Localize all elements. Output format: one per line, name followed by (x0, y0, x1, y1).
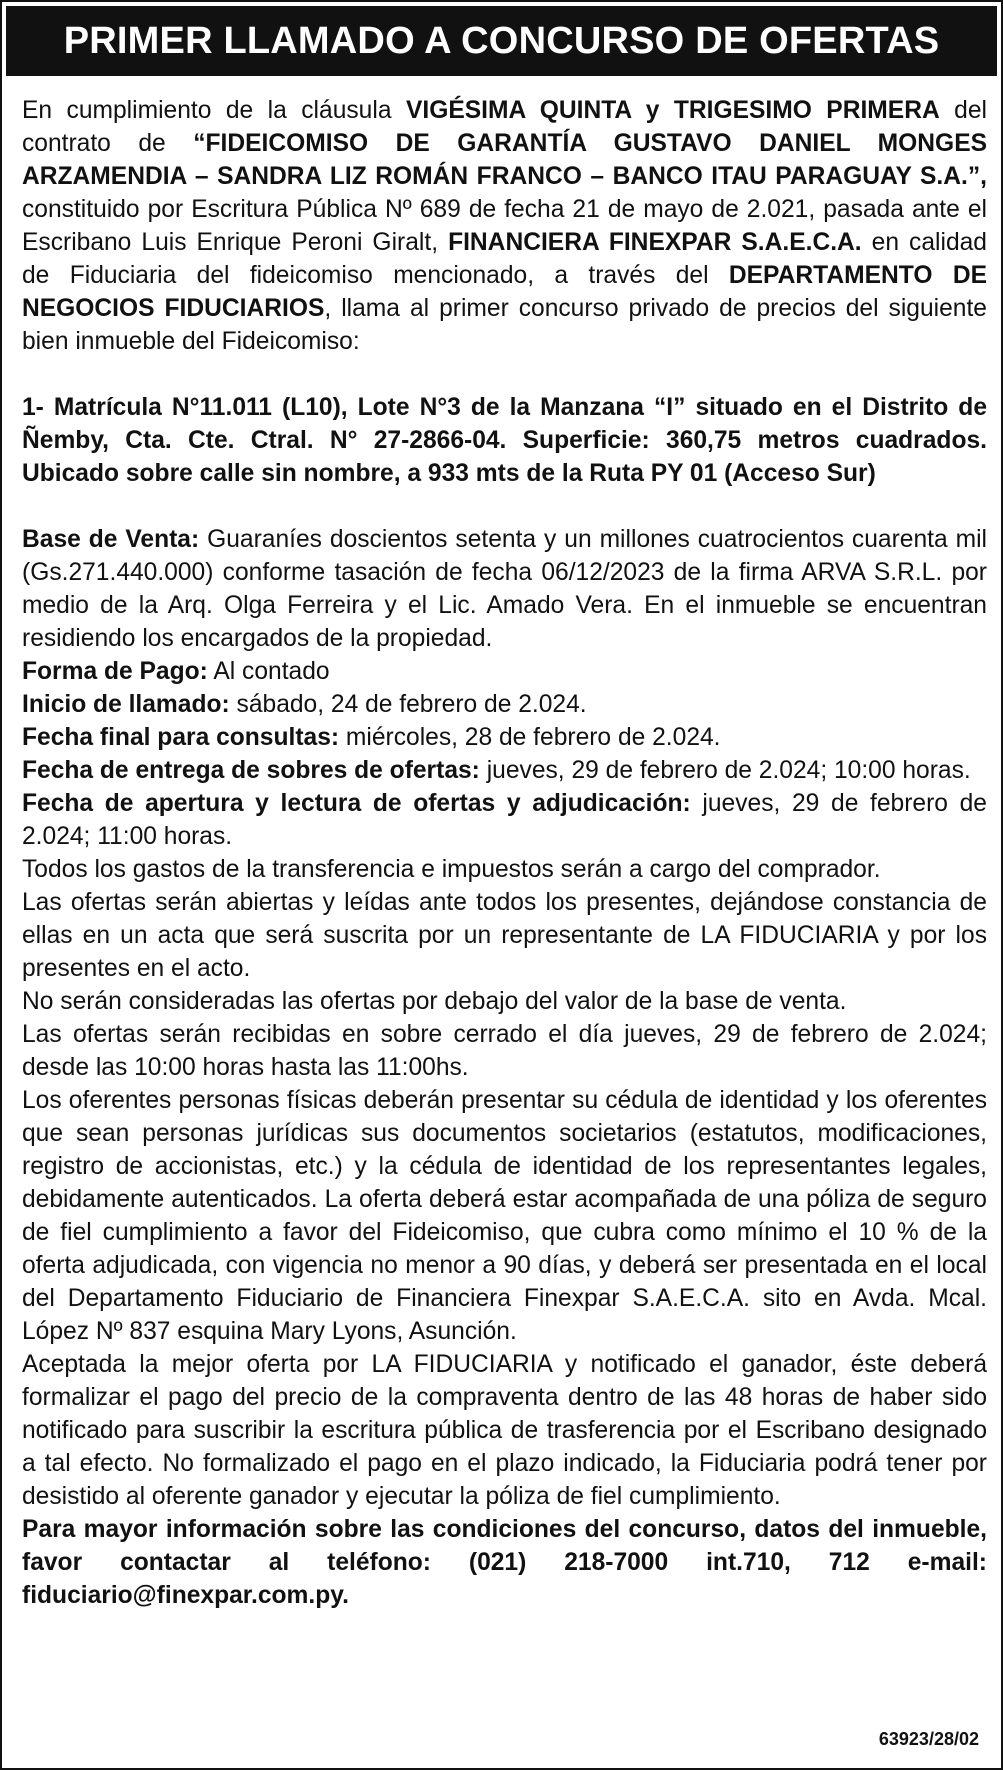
notice-body (22, 94, 987, 1612)
intro-bold-fiduciary: FINANCIERA FINEXPAR S.A.E.C.A. (448, 229, 862, 256)
base-label: Base de Venta: (22, 526, 200, 553)
intro-bold-trust-name: “FIDEICOMISO DE GARANTÍA GUSTAVO DANIEL MONGES ARZAMENDIA – SANDRA LIZ ROMÁN FRANCO – BANCO ITAU PARAGUAY S.A.”, (22, 130, 987, 190)
paragraph-recepcion: Las ofertas serán recibidas en sobre cerrado el día jueves, 29 de febrero de 2.024; desde las 10:00 horas hasta las 11:00hs. (22, 1021, 987, 1081)
intro-text-5: , llama al primer concurso privado de precios del siguiente bien inmueble del Fideicomiso: (22, 295, 987, 355)
intro-bold-department: DEPARTAMENTO DE NEGOCIOS FIDUCIARIOS (22, 262, 987, 322)
paragraph-gastos: Todos los gastos de la transferencia e impuestos serán a cargo del comprador. (22, 856, 881, 883)
consultas-label: Fecha final para consultas: (22, 724, 340, 751)
fecha-entrega (22, 754, 987, 787)
inicio-llamado (22, 688, 987, 721)
contact-text: Para mayor información sobre las condiciones del concurso, datos del inmueble, favor contactar al teléfono: (021) 218-7000 int.710, 712 e-mail: fiduciario@finexpar.com.py. (22, 1516, 987, 1609)
intro-text-2: del contrato de (22, 97, 987, 157)
paragraph-requisitos: Los oferentes personas físicas deberán presentar su cédula de identidad y los oferentes que sean personas jurídicas sus documentos societarios (estatutos, modificaciones, registro de accionistas, etc.) y la cédula de identidad de los representantes legales, debidamente autenticados. La oferta deberá estar acompañada de una póliza de seguro de fiel cumplimiento a favor del Fideicomiso, que cubra como mínimo el 10 % de la oferta adjudicada, con vigencia no menor a 90 días, y deberá ser presentada en el local del Departamento Fiduciario de Financiera Finexpar S.A.E.C.A. sito en Avda. Mcal. López Nº 837 esquina Mary Lyons, Asunción. (22, 1087, 987, 1345)
intro-text-1: En cumplimiento de la cláusula (22, 97, 406, 124)
fecha-apertura (22, 787, 987, 853)
forma-de-pago (22, 655, 987, 688)
base-text: Guaraníes doscientos setenta y un millones cuatrocientos cuarenta mil (Gs.271.440.000) conforme tasación de fecha 06/12/2023 de la firma ARVA S.R.L. por medio de la Arq. Olga Ferreira y el Lic. Amado Vera. En el inmueble se encuentran residiendo los encargados de la propiedad. (22, 526, 987, 652)
reference-code: 63923/28/02 (878, 1729, 979, 1749)
intro-paragraph (22, 94, 987, 358)
spacer (22, 358, 987, 391)
intro-text-3: constituido por Escritura Pública Nº 689 de fecha 21 de mayo de 2.021, pasada ante el Escribano Luis Enrique Peroni Giralt, (22, 196, 987, 256)
property-text: 1- Matrícula N°11.011 (L10), Lote N°3 de la Manzana “I” situado en el Distrito de Ñemby, Cta. Cte. Ctral. N° 27-2866-04. Superficie: 360,75 metros cuadrados. Ubicado sobre calle sin nombre, a 933 mts de la Ruta PY 01 (Acceso Sur) (22, 394, 987, 487)
pago-text: Al contado (207, 658, 330, 685)
contact-info (22, 1513, 987, 1612)
base-de-venta (22, 523, 987, 655)
apertura-label: Fecha de apertura y lectura de ofertas y adjudicación: (22, 790, 691, 817)
intro-text-4: en calidad de Fiduciaria del fideicomiso mencionado, a través del (22, 229, 987, 289)
paragraph-apertura: Las ofertas serán abiertas y leídas ante todos los presentes, dejándose constancia de ellas en un acta que será suscrita por un representante de LA FIDUCIARIA y por los presentes en el acto. (22, 889, 987, 982)
inicio-label: Inicio de llamado: (22, 691, 230, 718)
entrega-text: jueves, 29 de febrero de 2.024; 10:00 horas. (479, 757, 971, 784)
pago-label: Forma de Pago: (22, 658, 208, 685)
spacer (22, 490, 987, 523)
intro-bold-clauses: VIGÉSIMA QUINTA y TRIGESIMO PRIMERA (405, 97, 940, 124)
notice-title: PRIMER LLAMADO A CONCURSO DE OFERTAS (6, 6, 997, 76)
inicio-text: sábado, 24 de febrero de 2.024. (229, 691, 587, 718)
entrega-label: Fecha de entrega de sobres de ofertas: (22, 757, 480, 784)
property-description (22, 391, 987, 490)
consultas-text: miércoles, 28 de febrero de 2.024. (339, 724, 721, 751)
paragraph-base: No serán consideradas las ofertas por debajo del valor de la base de venta. (22, 988, 847, 1015)
fecha-consultas (22, 721, 987, 754)
paragraph-adjudicacion: Aceptada la mejor oferta por LA FIDUCIARIA y notificado el ganador, éste deberá formalizar el pago del precio de la compraventa dentro de las 48 horas de haber sido notificado para suscribir la escritura pública de trasferencia por el Escribano designado a tal efecto. No formalizado el pago en el plazo indicado, la Fiduciaria podrá tener por desistido al oferente ganador y ejecutar la póliza de fiel cumplimiento. (22, 1351, 987, 1510)
apertura-text: jueves, 29 de febrero de 2.024; 11:00 horas. (22, 790, 987, 850)
